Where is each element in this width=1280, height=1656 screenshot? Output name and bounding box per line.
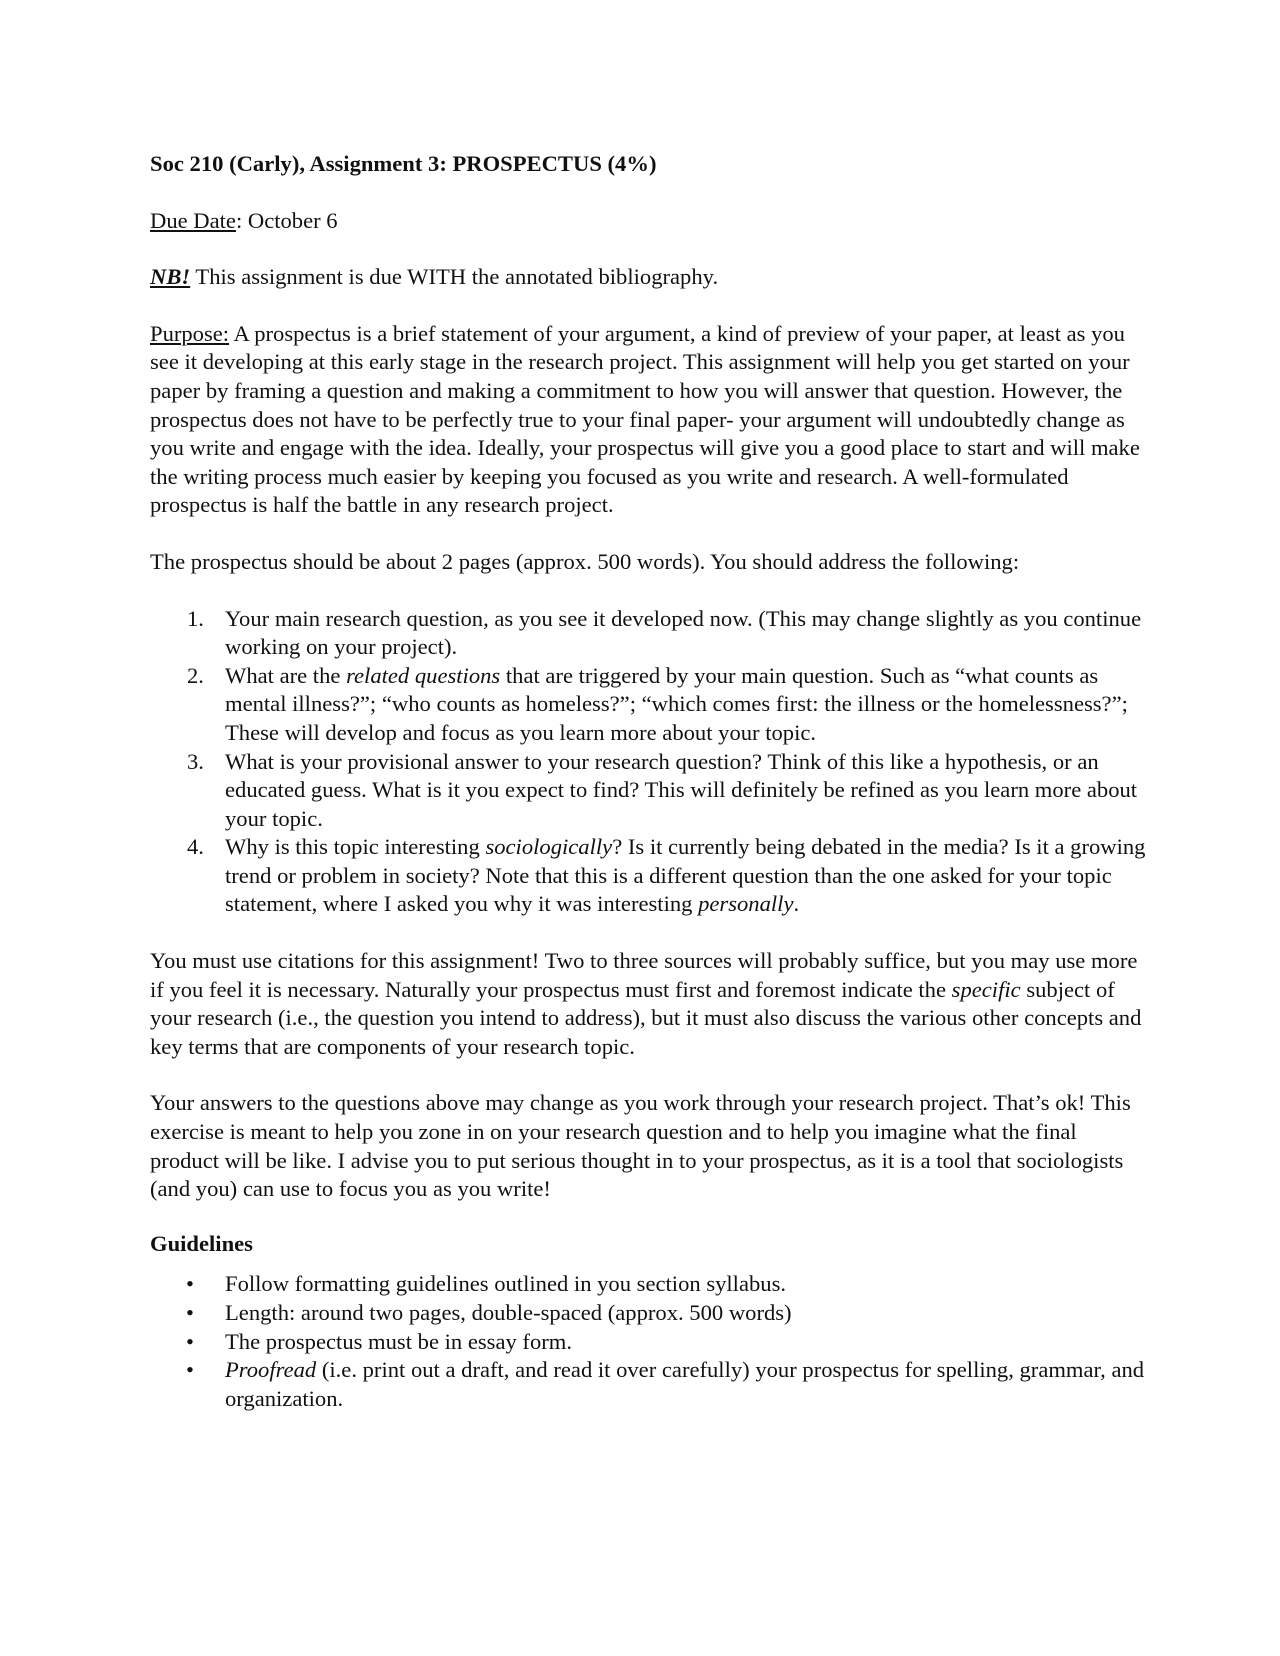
list-item-text-post: . [793, 891, 800, 917]
purpose-label: Purpose: [150, 320, 230, 346]
list-item [150, 1299, 1150, 1328]
citations-paragraph [150, 947, 1150, 1061]
bullet-icon: • [186, 1300, 194, 1325]
citations-emphasis: specific [951, 976, 1021, 1002]
list-item [150, 748, 1150, 834]
bullet-icon: • [186, 1271, 194, 1297]
list-item-text: Follow formatting guidelines outlined in you section syllabus. [225, 1271, 787, 1297]
guidelines-heading: Guidelines [150, 1230, 253, 1256]
bullet-icon: • [186, 1357, 194, 1383]
list-item [150, 1270, 1150, 1299]
list-item-emphasis-2: personally [698, 891, 794, 917]
list-item-text: The prospectus must be in essay form. [225, 1328, 572, 1354]
list-item [150, 1328, 1150, 1357]
list-item-text: What is your provisional answer to your research question? Think of this like a hypothesis, or an educated guess. What is it you expect to find? This will definitely be refined as you learn more about your topic. [225, 748, 1138, 831]
due-date-value: October 6 [247, 207, 338, 233]
purpose-paragraph [150, 320, 1150, 520]
list-item [150, 833, 1150, 919]
list-item-text-pre: Why is this topic interesting [225, 834, 486, 860]
guidelines-list [150, 1270, 1150, 1413]
list-number: 4. [187, 834, 204, 860]
list-item-emphasis: Proofread [225, 1357, 317, 1383]
due-date-line [150, 207, 1150, 236]
list-item-text-mid: ? Is it currently being debated in the media? Is it a growing trend or problem in society? Note that this is a different question than the one asked for your topic statement, where I asked you why it was interesting [225, 834, 1146, 917]
bullet-icon: • [186, 1328, 194, 1354]
purpose-text: A prospectus is a brief statement of your argument, a kind of preview of your paper, at least as you see it developing at this early stage in the research project. This assignment will help you get started on your paper by framing a question and making a commitment to how you will answer that question. However, the prospectus does not have to be perfectly true to your final paper- your argument will undoubtedly change as you write and engage with the idea. Ideally, your prospectus will give you a good place to start and will make the writing process much easier by keeping you focused as you write and research. A well-formulated prospectus is half the battle in any research project. [150, 320, 1140, 518]
document-page [150, 150, 1150, 1413]
list-item [150, 1356, 1150, 1413]
list-item-text: Length: around two pages, double-spaced (approx. 500 words) [225, 1300, 792, 1325]
questions-list [150, 605, 1150, 920]
list-item-emphasis: sociologically [485, 834, 613, 860]
citations-text-pre: You must use citations for this assignment! Two to three sources will probably suffice, but you may use more if you feel it is necessary. Naturally your prospectus must first and foremost indicate the [150, 948, 1138, 1002]
assignment-title: Soc 210 (Carly), Assignment 3: PROSPECTUS (4%) [150, 151, 657, 176]
list-number: 2. [187, 662, 204, 688]
intro-paragraph: The prospectus should be about 2 pages (approx. 500 words). You should address the following: [150, 548, 1020, 574]
answers-paragraph: Your answers to the questions above may change as you work through your research project. That’s ok! This exercise is meant to help you zone in on your research question and to help you imagine what the final product will be like. I advise you to put serious thought in to your prospectus, as it is a tool that sociologists (and you) can use to focus you as you write! [150, 1090, 1131, 1202]
citations-text-post: subject of your research (i.e., the question you intend to address), but it must also discuss the various other concepts and key terms that are components of your research topic. [150, 976, 1142, 1059]
list-item-emphasis: related questions [346, 662, 501, 688]
nb-label: NB! [150, 264, 191, 290]
list-item-text: Your main research question, as you see it developed now. (This may change slightly as you continue working on your project). [225, 605, 1142, 660]
list-item-text: (i.e. print out a draft, and read it over carefully) your prospectus for spelling, grammar, and organization. [225, 1357, 1145, 1411]
list-item-text-pre: What are the [225, 662, 347, 688]
due-date-label: Due Date [150, 207, 236, 233]
due-date-separator: : [235, 207, 248, 233]
list-number: 3. [187, 748, 204, 774]
nb-line [150, 263, 1150, 292]
list-item-text-post: that are triggered by your main question. Such as “what counts as mental illness?”; “who counts as homeless?”; “which comes first: the illness or the homelessness?”; These will develop and focus as you learn more about your topic. [225, 662, 1128, 745]
list-number: 1. [187, 605, 204, 631]
list-item [150, 662, 1150, 748]
nb-text: This assignment is due WITH the annotated bibliography. [190, 264, 719, 290]
list-item [150, 605, 1150, 662]
